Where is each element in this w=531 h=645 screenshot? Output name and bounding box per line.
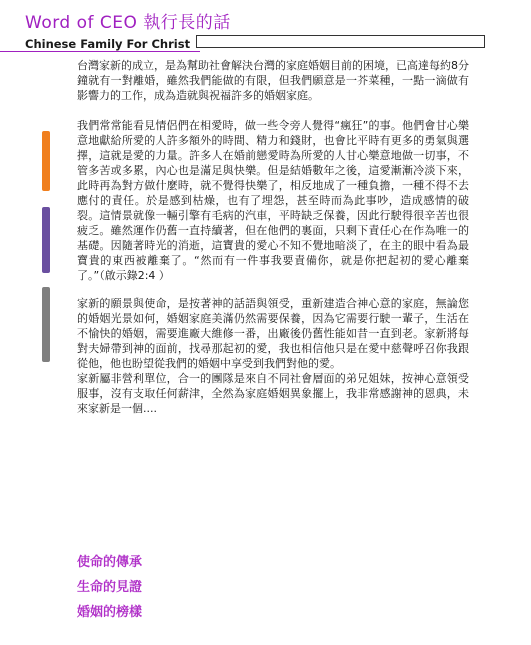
- article-body: [77, 58, 469, 416]
- title-divider: [0, 51, 200, 52]
- organization-subtitle: Chinese Family For Christ: [25, 37, 191, 51]
- decorative-bar-orange: [42, 131, 50, 191]
- link-life-testimony[interactable]: 生命的見證: [77, 580, 143, 595]
- decorative-bar-purple: [42, 207, 50, 273]
- paragraph-vision: 家新的願景與使命，是按著神的話語與領受，重新建造合神心意的家庭，無論您的婚姻光景如何，婚姻家庭美滿仍然需要保養，因為它需要行駛一輩子，生活在不愉快的婚姻，需要進廠大維修一番，出廠後仍舊性能如昔一直到老。家新將每對夫婦帶到神的面前，找尋那起初的愛，我也相信他只是在愛中慈聲呼召你我跟從他，他也盼望從我們的婚姻中享受到我們對他的愛。: [77, 297, 469, 370]
- header-banner-box: [196, 35, 485, 48]
- decorative-bar-gray: [42, 287, 50, 362]
- link-mission-legacy[interactable]: 使命的傳承: [77, 555, 143, 570]
- paragraph-intro: 台灣家新的成立，是為幫助社會解決台灣的家庭婚姻目前的困境，已高達每約8分鐘就有一對離婚，雖然我們能做的有限，但我們願意是一芥菜種，一點一滴做有影響力的工作，成為造就與祝福許多的婚姻家庭。: [77, 59, 469, 102]
- paragraph-love: 我們常常能看見情侶們在相愛時，做一些令旁人覺得“瘋狂”的事。他們會甘心樂意地獻給所愛的人許多額外的時間、精力和錢財，也會比平時有更多的勇氣與選擇，這就是愛的力量。許多人在婚前戀愛時為所愛的人甘心樂意地做一切事，不管多苦或多累，內心也是滿足與快樂。但是結婚數年之後，這愛漸漸冷淡下來，此時再為對方做什麼時，就不覺得快樂了，相反地成了一種負擔，一種不得不去應付的責任。於是感到枯燥，也有了埋怨，甚至時而為此事吵，造成感情的破裂。這情景就像一輛引擎有毛病的汽車，平時缺乏保養，因此行駛得很辛苦也很疲乏。雖然運作仍舊一直持續著，但在他們的裏面，只剩下責任心在作為唯一的基礎。因隨著時光的消逝，這寶貴的愛心不知不覺地暗淡了，在主的眼中看為最寶貴的東西被離棄了。“然而有一件事我要責備你，就是你把起初的愛心離棄了。”（啟示錄2:4 ）: [77, 119, 469, 282]
- related-links: [77, 550, 142, 625]
- paragraph-team: 家新屬非營利單位，合一的團隊是來自不同社會層面的弟兄姐妹，按神心意領受服事，沒有支取任何薪津，全然為家庭婚姻異象擺上，我非常感謝神的恩典，未來家新是一個....: [77, 372, 469, 415]
- link-marriage-model[interactable]: 婚姻的榜樣: [77, 605, 143, 620]
- page-title: Word of CEO 執行長的話: [25, 13, 231, 33]
